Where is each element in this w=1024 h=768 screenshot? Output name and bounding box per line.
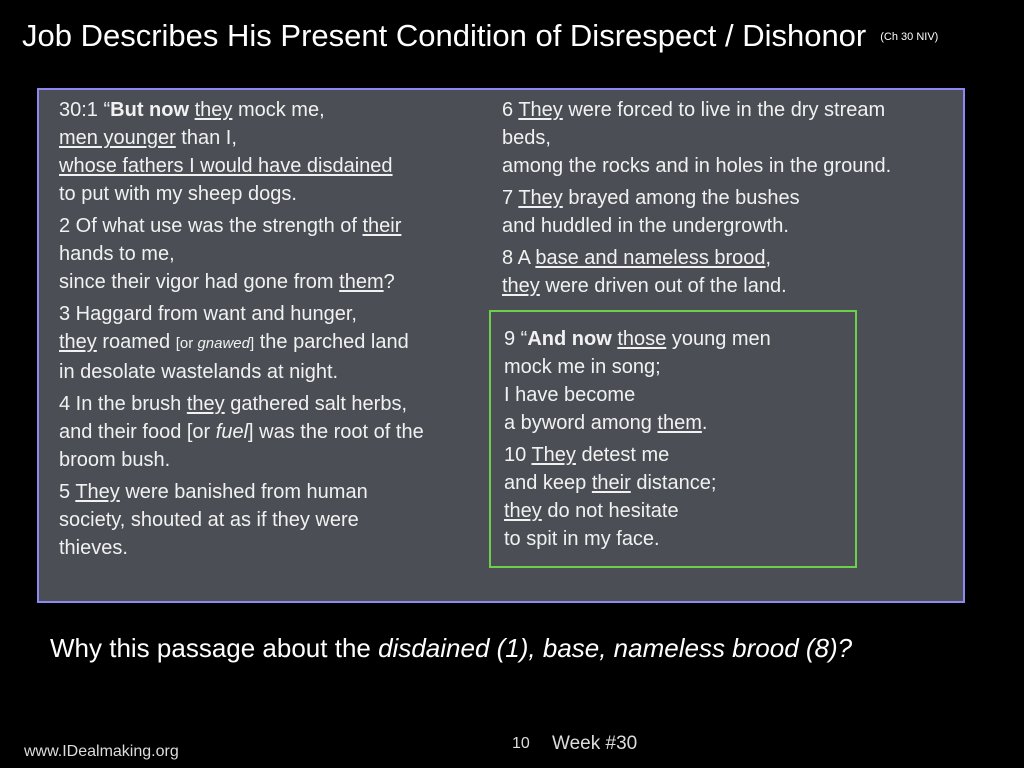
verse-line: whose fathers I would have disdained [59, 155, 393, 177]
verse-2 [59, 212, 479, 296]
footer-website: www.IDealmaking.org [24, 743, 179, 760]
slide-title [22, 18, 938, 54]
discussion-question [50, 633, 852, 664]
verse-line: I have become [504, 384, 636, 406]
verse-line: society, shouted at as if they were [59, 509, 359, 531]
verse-6 [502, 96, 962, 180]
scripture-column-left [59, 96, 479, 566]
verse-line: broom bush. [59, 449, 171, 471]
verse-line: to spit in my face. [504, 528, 660, 550]
verse-line: hands to me, [59, 243, 175, 265]
verse-line: thieves. [59, 537, 128, 559]
verse-line: 9 “And now those young men [504, 328, 771, 350]
verse-line: 4 In the brush they gathered salt herbs, [59, 393, 408, 415]
verse-line: 30:1 “But now they mock me, [59, 99, 325, 121]
verse-5 [59, 478, 479, 562]
scripture-panel [37, 88, 965, 603]
verse-line: 8 A base and nameless brood, [502, 247, 772, 269]
verse-line: men younger than I, [59, 127, 237, 149]
question-prefix: Why this passage about the [50, 633, 379, 663]
verse-line: and their food [or fuel] was the root of the [59, 421, 424, 443]
verse-line: 10 They detest me [504, 444, 670, 466]
verse-line: 2 Of what use was the strength of their [59, 215, 402, 237]
verse-line: to put with my sheep dogs. [59, 183, 297, 205]
highlight-box [489, 310, 857, 568]
chapter-reference: (Ch 30 NIV) [880, 31, 939, 43]
verse-line: 3 Haggard from want and hunger, [59, 303, 357, 325]
page-number: 10 [512, 735, 530, 752]
verse-line: they do not hesitate [504, 500, 679, 522]
question-emphasis: disdained (1), base, nameless brood (8)? [378, 633, 853, 663]
verse-line: 6 They were forced to live in the dry stream [502, 99, 886, 121]
slide-title-text: Job Describes His Present Condition of Disrespect / Dishonor [22, 18, 867, 53]
verse-line: they were driven out of the land. [502, 275, 787, 297]
verse-1 [59, 96, 479, 208]
verse-line: mock me in song; [504, 356, 661, 378]
verse-line: beds, [502, 127, 551, 149]
verse-line: 7 They brayed among the bushes [502, 187, 800, 209]
verse-line: among the rocks and in holes in the ground. [502, 155, 892, 177]
highlight-box-text [504, 325, 771, 557]
verse-line: since their vigor had gone from them? [59, 271, 395, 293]
scripture-column-right [502, 96, 962, 304]
verse-8 [502, 244, 962, 300]
verse-10 [504, 441, 771, 553]
verse-line: and huddled in the undergrowth. [502, 215, 789, 237]
verse-4 [59, 390, 479, 474]
verse-line: a byword among them. [504, 412, 708, 434]
verse-3 [59, 300, 479, 386]
verse-line: in desolate wastelands at night. [59, 361, 339, 383]
week-label: Week #30 [552, 733, 638, 754]
verse-line: they roamed [or gnawed] the parched land [59, 331, 409, 353]
verse-9 [504, 325, 771, 437]
verse-line: 5 They were banished from human [59, 481, 368, 503]
verse-line: and keep their distance; [504, 472, 717, 494]
verse-7 [502, 184, 962, 240]
